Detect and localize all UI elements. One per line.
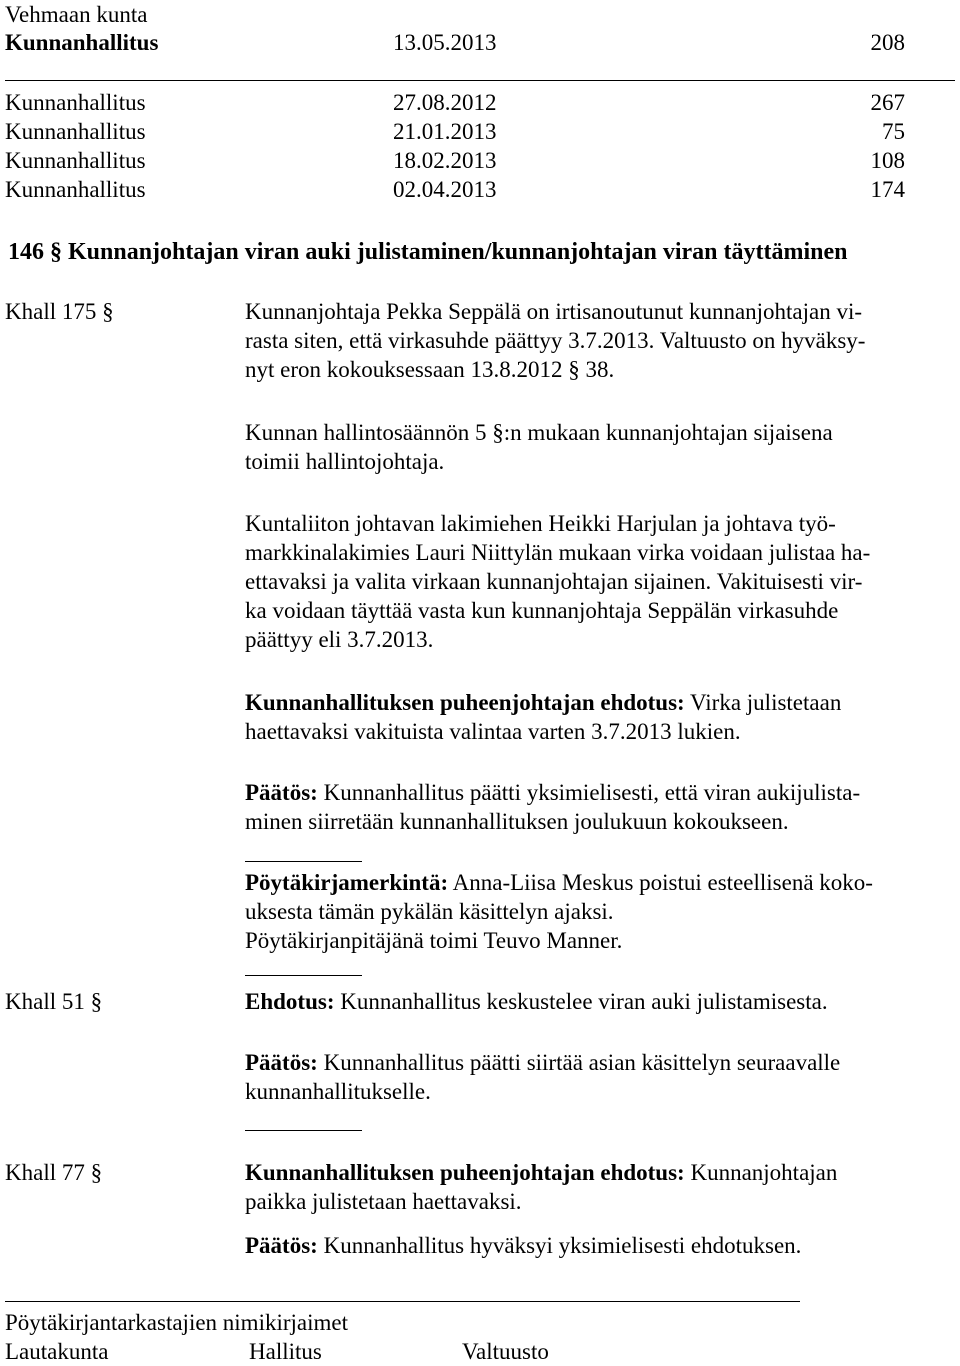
khall-175-paragraph-1 [245,297,955,384]
khall-175-proposal [245,688,955,746]
organization-name: Vehmaan kunta [5,2,148,27]
history-body: Kunnanhallitus [5,148,146,173]
khall-175-note [245,868,955,955]
footer-label: Pöytäkirjantarkastajien nimikirjaimet [5,1310,348,1335]
text-line: päättyy eli 3.7.2013. [245,627,434,652]
decision-label: Päätös: [245,1233,318,1258]
separator-line [245,975,362,976]
khall-175-label [5,297,114,326]
text-line: rasta siten, että virkasuhde päättyy 3.7.2013. Valtuusto on hyväksy- [245,328,866,353]
proposal-label: Kunnanhallituksen puheenjohtajan ehdotus: [245,690,685,715]
note-label: Pöytäkirjamerkintä: [245,870,449,895]
paragraph-symbol: § [90,1160,103,1185]
decision-text: Kunnanhallitus päätti siirtää asian käsittelyn seuraavalle [317,1050,841,1075]
khall-label-text: Khall 51 [5,989,85,1014]
history-body: Kunnanhallitus [5,119,146,144]
decision-label: Päätös: [245,780,318,805]
history-date: 21.01.2013 [393,119,497,144]
history-page: 108 [870,148,905,173]
history-page: 75 [882,119,905,144]
khall-175-decision [245,778,955,836]
footer-col-hallitus: Hallitus [249,1339,322,1364]
text-line: kunnanhallitukselle. [245,1079,431,1104]
history-date: 18.02.2013 [393,148,497,173]
khall-label-text: Khall 77 [5,1160,85,1185]
history-date: 27.08.2012 [393,90,497,115]
history-row [5,117,905,146]
decision-text: Kunnanhallitus hyväksyi yksimielisesti ehdotuksen. [317,1233,802,1258]
text-line: haettavaksi vakituista valintaa varten 3.7.2013 lukien. [245,719,741,744]
khall-77-decision [245,1231,955,1260]
history-row [5,175,905,204]
proposal-text: Kunnanhallitus keskustelee viran auki julistamisesta. [334,989,828,1014]
meeting-date: 13.05.2013 [393,30,497,55]
khall-51-proposal [245,987,955,1016]
text-line: nyt eron kokouksessaan 13.8.2012 § 38. [245,357,615,382]
text-line: Kunnanjohtaja Pekka Seppälä on irtisanoutunut kunnanjohtajan vi- [245,299,863,324]
text-line: Kuntaliiton johtavan lakimiehen Heikki Harjulan ja johtava työ- [245,511,836,536]
khall-51-label [5,987,102,1016]
page-number: 208 [870,30,905,55]
section-number: 146 [8,239,44,265]
paragraph-symbol: § [102,299,114,324]
history-row [5,146,905,175]
history-body: Kunnanhallitus [5,90,146,115]
section-heading: Kunnanjohtajan viran auki julistaminen/kunnanjohtajan viran täyttäminen [68,239,848,265]
header-divider [5,80,955,81]
section-symbol: § [50,239,62,265]
meeting-header [5,28,905,57]
history-page: 267 [870,90,905,115]
separator-line [245,1130,362,1131]
section-title [8,238,848,267]
proposal-text: Kunnanjohtajan [684,1160,838,1185]
text-line: toimii hallintojohtaja. [245,449,445,474]
footer-col-lautakunta: Lautakunta [5,1339,109,1364]
text-line: paikka julistetaan haettavaksi. [245,1189,522,1214]
khall-175-paragraph-3 [245,509,955,654]
text-line: markkinalakimies Lauri Niittylän mukaan virka voidaan julistaa ha- [245,540,871,565]
text-line: Kunnan hallintosäännön 5 §:n mukaan kunnanjohtajan sijaisena [245,420,833,445]
khall-77-proposal [245,1158,955,1216]
text-line: Pöytäkirjanpitäjänä toimi Teuvo Manner. [245,928,623,953]
khall-label-text: Khall 175 [5,299,97,324]
proposal-text: Virka julistetaan [684,690,842,715]
separator-line [245,861,362,862]
footer-col-valtuusto: Valtuusto [462,1339,549,1364]
footer-divider [5,1301,800,1302]
history-body: Kunnanhallitus [5,177,146,202]
history-date: 02.04.2013 [393,177,497,202]
text-line: ettavaksi ja valita virkaan kunnanjohtajan sijainen. Vakituisesti vir- [245,569,863,594]
text-line: uksesta tämän pykälän käsittelyn ajaksi. [245,899,614,924]
meeting-body: Kunnanhallitus [5,30,159,55]
history-row [5,88,905,117]
decision-label: Päätös: [245,1050,318,1075]
note-text: Anna-Liisa Meskus poistui esteellisenä koko- [448,870,873,895]
paragraph-symbol: § [90,989,103,1014]
khall-77-label [5,1158,102,1187]
text-line: minen siirretään kunnanhallituksen joulukuun kokoukseen. [245,809,789,834]
proposal-label: Kunnanhallituksen puheenjohtajan ehdotus: [245,1160,685,1185]
history-page: 174 [870,177,905,202]
khall-175-paragraph-2 [245,418,955,476]
proposal-label: Ehdotus: [245,989,335,1014]
text-line: ka voidaan täyttää vasta kun kunnanjohtaja Seppälän virkasuhde [245,598,839,623]
khall-51-decision [245,1048,955,1106]
decision-text: Kunnanhallitus päätti yksimielisesti, että viran aukijulista- [317,780,861,805]
